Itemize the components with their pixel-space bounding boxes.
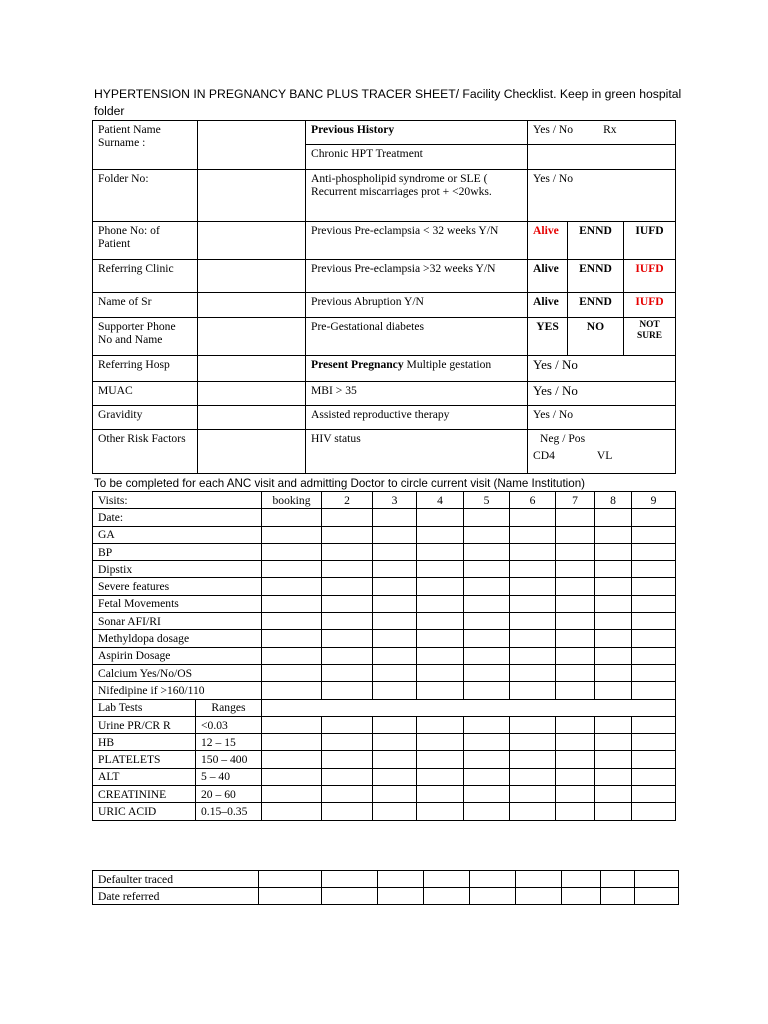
visit-cell[interactable] — [322, 630, 373, 647]
lab-test-range: 5 – 40 — [196, 768, 262, 785]
present-pregnancy-label — [306, 356, 528, 382]
visit-cell[interactable] — [510, 630, 556, 647]
lab-cell[interactable] — [262, 768, 322, 785]
visit-cell[interactable] — [373, 595, 417, 612]
visit-cell[interactable] — [464, 509, 510, 526]
visit-cell[interactable] — [262, 561, 322, 578]
referring-clinic-label: Referring Clinic — [93, 260, 198, 293]
visit-column-header: 5 — [464, 492, 510, 509]
followup-cell[interactable] — [562, 871, 601, 888]
visit-cell[interactable] — [556, 682, 595, 699]
followup-cell[interactable] — [322, 888, 378, 905]
visit-cell[interactable] — [632, 595, 676, 612]
visit-cell[interactable] — [322, 543, 373, 560]
lab-cell[interactable] — [464, 803, 510, 820]
lab-cell[interactable] — [464, 768, 510, 785]
visit-cell[interactable] — [632, 509, 676, 526]
followup-cell[interactable] — [635, 871, 679, 888]
visit-cell[interactable] — [464, 664, 510, 681]
visit-column-header: 9 — [632, 492, 676, 509]
followup-cell[interactable] — [378, 888, 424, 905]
lab-test-range: 20 – 60 — [196, 786, 262, 803]
gravidity-label: Gravidity — [93, 406, 198, 430]
pe-lt32-alive[interactable]: Alive — [528, 222, 568, 260]
abruption-iufd[interactable]: IUFD — [624, 293, 676, 318]
visit-cell[interactable] — [373, 613, 417, 630]
visit-cell[interactable] — [417, 613, 464, 630]
pregest-yes[interactable]: YES — [528, 318, 568, 356]
visit-row — [93, 561, 676, 578]
visit-cell[interactable] — [464, 578, 510, 595]
lab-test-range: 0.15–0.35 — [196, 803, 262, 820]
lab-cell[interactable] — [464, 751, 510, 768]
visit-row-label: Methyldopa dosage — [93, 630, 262, 647]
visit-row-label: Dipstix — [93, 561, 262, 578]
visit-cell[interactable] — [373, 509, 417, 526]
visit-cell[interactable] — [464, 595, 510, 612]
lab-cell[interactable] — [373, 803, 417, 820]
pregest-not-sure[interactable]: NOT SURE — [624, 318, 676, 356]
visit-column-header: booking — [262, 492, 322, 509]
lab-cell[interactable] — [417, 786, 464, 803]
lab-cell[interactable] — [464, 786, 510, 803]
visit-row-label: Sonar AFI/RI — [93, 613, 262, 630]
chronic-hpt-field[interactable] — [528, 145, 676, 170]
visit-cell[interactable] — [262, 526, 322, 543]
followup-cell[interactable] — [259, 871, 322, 888]
lab-test-range: 12 – 15 — [196, 734, 262, 751]
anc-visits-table — [92, 491, 676, 821]
lab-cell[interactable] — [632, 751, 676, 768]
chronic-hpt-label: Chronic HPT Treatment — [306, 145, 528, 170]
visit-cell[interactable] — [262, 543, 322, 560]
visit-row — [93, 664, 676, 681]
visit-cell[interactable] — [417, 664, 464, 681]
visit-cell[interactable] — [262, 595, 322, 612]
hiv-answer[interactable] — [528, 430, 676, 474]
abruption-ennd[interactable]: ENND — [568, 293, 624, 318]
mbi-label: MBI > 35 — [306, 382, 528, 406]
pregest-no[interactable]: NO — [568, 318, 624, 356]
ranges-label: Ranges — [196, 699, 262, 716]
visit-column-header: 7 — [556, 492, 595, 509]
lab-cell[interactable] — [322, 768, 373, 785]
lab-cell[interactable] — [417, 768, 464, 785]
followup-cell[interactable] — [562, 888, 601, 905]
visit-cell[interactable] — [556, 630, 595, 647]
lab-row — [93, 768, 676, 785]
visit-column-header: 2 — [322, 492, 373, 509]
lab-cell[interactable] — [595, 734, 632, 751]
visit-cell[interactable] — [262, 664, 322, 681]
lab-header-row — [93, 699, 676, 716]
lab-cell[interactable] — [262, 751, 322, 768]
visit-cell[interactable] — [262, 647, 322, 664]
visit-cell[interactable] — [417, 595, 464, 612]
followup-row — [93, 888, 679, 905]
pe-lt32-label: Previous Pre-eclampsia < 32 weeks Y/N — [306, 222, 528, 260]
visit-cell[interactable] — [322, 647, 373, 664]
visits-header-row — [93, 492, 676, 509]
abruption-alive[interactable]: Alive — [528, 293, 568, 318]
visits-instruction: To be completed for each ANC visit and admitting Doctor to circle current visit (Name Institution) — [94, 477, 586, 490]
muac-field[interactable] — [198, 382, 306, 406]
visit-cell[interactable] — [464, 561, 510, 578]
lab-cell[interactable] — [595, 803, 632, 820]
hiv-neg-pos: Neg / Pos — [540, 432, 586, 445]
visit-cell[interactable] — [262, 682, 322, 699]
visit-cell[interactable] — [632, 682, 676, 699]
antiphospholipid-label: Anti-phospholipid syndrome or SLE ( Recurrent miscarriages prot + <20wks. — [306, 170, 528, 222]
visit-cell[interactable] — [322, 578, 373, 595]
lab-cell[interactable] — [417, 734, 464, 751]
visit-row — [93, 543, 676, 560]
lab-row — [93, 803, 676, 820]
visit-cell[interactable] — [417, 543, 464, 560]
visit-cell[interactable] — [322, 595, 373, 612]
pe-lt32-iufd[interactable]: IUFD — [624, 222, 676, 260]
lab-test-name: CREATININE — [93, 786, 196, 803]
visit-column-header: 8 — [595, 492, 632, 509]
visit-cell[interactable] — [595, 647, 632, 664]
visit-row-label: Severe features — [93, 578, 262, 595]
page-title: HYPERTENSION IN PREGNANCY BANC PLUS TRACER SHEET/ Facility Checklist. Keep in green hospital folder — [94, 87, 682, 118]
visit-cell[interactable] — [262, 578, 322, 595]
followup-cell[interactable] — [601, 871, 635, 888]
visit-cell[interactable] — [632, 526, 676, 543]
visit-cell[interactable] — [464, 682, 510, 699]
visit-cell[interactable] — [322, 682, 373, 699]
lab-cell[interactable] — [632, 734, 676, 751]
visit-cell[interactable] — [417, 630, 464, 647]
visit-cell[interactable] — [556, 647, 595, 664]
lab-cell[interactable] — [373, 716, 417, 733]
visit-cell[interactable] — [510, 509, 556, 526]
rx-text: Rx — [603, 123, 617, 136]
visit-cell[interactable] — [556, 578, 595, 595]
visit-cell[interactable] — [417, 647, 464, 664]
pe-gt32-iufd[interactable]: IUFD — [624, 260, 676, 293]
referring-hosp-field[interactable] — [198, 356, 306, 382]
visit-cell[interactable] — [464, 526, 510, 543]
hiv-label: HIV status — [306, 430, 528, 474]
lab-cell[interactable] — [632, 803, 676, 820]
visit-cell[interactable] — [556, 526, 595, 543]
visit-cell[interactable] — [262, 509, 322, 526]
visit-column-header: 6 — [510, 492, 556, 509]
lab-row — [93, 716, 676, 733]
lab-cell[interactable] — [417, 803, 464, 820]
visit-row — [93, 578, 676, 595]
visit-cell[interactable] — [556, 664, 595, 681]
visit-cell[interactable] — [510, 613, 556, 630]
visit-cell[interactable] — [595, 509, 632, 526]
followup-cell[interactable] — [424, 871, 470, 888]
lab-test-name: Urine PR/CR R — [93, 716, 196, 733]
lab-cell[interactable] — [262, 716, 322, 733]
sr-name-field[interactable] — [198, 293, 306, 318]
visit-cell[interactable] — [595, 578, 632, 595]
followup-cell[interactable] — [516, 888, 562, 905]
lab-test-name: PLATELETS — [93, 751, 196, 768]
visit-row-label: Calcium Yes/No/OS — [93, 664, 262, 681]
visit-cell[interactable] — [464, 647, 510, 664]
visit-cell[interactable] — [322, 526, 373, 543]
lab-cell[interactable] — [464, 734, 510, 751]
lab-cell[interactable] — [464, 716, 510, 733]
visit-cell[interactable] — [510, 561, 556, 578]
visit-cell[interactable] — [632, 543, 676, 560]
visit-row-label: Nifedipine if >160/110 — [93, 682, 262, 699]
visit-cell[interactable] — [510, 578, 556, 595]
lab-test-name: URIC ACID — [93, 803, 196, 820]
visit-cell[interactable] — [373, 647, 417, 664]
referring-clinic-field[interactable] — [198, 260, 306, 293]
visit-cell[interactable] — [417, 561, 464, 578]
followup-label: Date referred — [93, 888, 259, 905]
lab-test-range: <0.03 — [196, 716, 262, 733]
lab-cell[interactable] — [556, 768, 595, 785]
lab-cell[interactable] — [262, 734, 322, 751]
followup-row — [93, 871, 679, 888]
lab-cell[interactable] — [595, 768, 632, 785]
visit-column-header: 4 — [417, 492, 464, 509]
lab-cell[interactable] — [556, 734, 595, 751]
visit-cell[interactable] — [595, 526, 632, 543]
lab-cell[interactable] — [373, 768, 417, 785]
visit-row — [93, 613, 676, 630]
visit-cell[interactable] — [556, 561, 595, 578]
visit-row — [93, 509, 676, 526]
lab-cell[interactable] — [373, 751, 417, 768]
followup-table — [92, 870, 679, 905]
pe-lt32-ennd[interactable]: ENND — [568, 222, 624, 260]
visit-cell[interactable] — [632, 630, 676, 647]
present-pregnancy-bold: Present Pregnancy — [311, 358, 404, 371]
visit-row — [93, 526, 676, 543]
lab-cell[interactable] — [262, 786, 322, 803]
visit-cell[interactable] — [595, 543, 632, 560]
visit-cell[interactable] — [322, 509, 373, 526]
followup-label: Defaulter traced — [93, 871, 259, 888]
lab-cell[interactable] — [556, 751, 595, 768]
visit-cell[interactable] — [322, 561, 373, 578]
lab-cell[interactable] — [373, 734, 417, 751]
pe-gt32-alive[interactable]: Alive — [528, 260, 568, 293]
followup-cell[interactable] — [516, 871, 562, 888]
abruption-label: Previous Abruption Y/N — [306, 293, 528, 318]
visit-cell[interactable] — [464, 630, 510, 647]
referring-hosp-label: Referring Hosp — [93, 356, 198, 382]
lab-cell[interactable] — [510, 803, 556, 820]
multiple-gestation-answer[interactable]: Yes / No — [528, 356, 676, 382]
lab-test-name: ALT — [93, 768, 196, 785]
visit-cell[interactable] — [322, 613, 373, 630]
muac-label: MUAC — [93, 382, 198, 406]
sr-name-label: Name of Sr — [93, 293, 198, 318]
visit-cell[interactable] — [417, 682, 464, 699]
other-risk-label: Other Risk Factors — [93, 430, 198, 474]
visit-column-header: 3 — [373, 492, 417, 509]
followup-cell[interactable] — [378, 871, 424, 888]
lab-cell[interactable] — [595, 751, 632, 768]
pe-gt32-label: Previous Pre-eclampsia >32 weeks Y/N — [306, 260, 528, 293]
visit-cell[interactable] — [510, 543, 556, 560]
previous-history-heading: Previous History — [306, 121, 528, 145]
followup-cell[interactable] — [635, 888, 679, 905]
gravidity-field[interactable] — [198, 406, 306, 430]
lab-cell[interactable] — [322, 751, 373, 768]
lab-test-range: 150 – 400 — [196, 751, 262, 768]
visit-cell[interactable] — [417, 509, 464, 526]
visit-cell[interactable] — [510, 647, 556, 664]
lab-cell[interactable] — [510, 734, 556, 751]
visit-cell[interactable] — [262, 613, 322, 630]
lab-cell[interactable] — [373, 786, 417, 803]
other-risk-field[interactable] — [198, 430, 306, 474]
visit-row-label: Fetal Movements — [93, 595, 262, 612]
visit-cell[interactable] — [595, 595, 632, 612]
visit-cell[interactable] — [595, 630, 632, 647]
pe-gt32-ennd[interactable]: ENND — [568, 260, 624, 293]
visit-cell[interactable] — [262, 630, 322, 647]
visit-cell[interactable] — [373, 578, 417, 595]
visit-row-label: BP — [93, 543, 262, 560]
visit-cell[interactable] — [595, 682, 632, 699]
mbi-answer[interactable]: Yes / No — [528, 382, 676, 406]
lab-cell[interactable] — [417, 751, 464, 768]
phone-label: Phone No: of Patient — [93, 222, 198, 260]
visit-cell[interactable] — [556, 543, 595, 560]
visit-cell[interactable] — [417, 526, 464, 543]
lab-cell[interactable] — [510, 768, 556, 785]
art-label: Assisted reproductive therapy — [306, 406, 528, 430]
patient-history-table — [92, 120, 676, 474]
visit-cell[interactable] — [373, 561, 417, 578]
lab-test-name: HB — [93, 734, 196, 751]
lab-cell[interactable] — [262, 803, 322, 820]
visit-cell[interactable] — [510, 595, 556, 612]
visit-cell[interactable] — [464, 613, 510, 630]
antiphospholipid-answer[interactable]: Yes / No — [528, 170, 676, 222]
visit-cell[interactable] — [632, 561, 676, 578]
patient-name-label: Patient Name Surname : — [93, 121, 198, 170]
lab-cell[interactable] — [632, 716, 676, 733]
lab-cell[interactable] — [510, 751, 556, 768]
art-answer[interactable]: Yes / No — [528, 406, 676, 430]
folder-no-label: Folder No: — [93, 170, 198, 222]
lab-cell[interactable] — [556, 803, 595, 820]
lab-tests-label: Lab Tests — [93, 699, 196, 716]
lab-cell[interactable] — [595, 786, 632, 803]
lab-header-blank — [262, 699, 676, 716]
followup-cell[interactable] — [259, 888, 322, 905]
lab-cell[interactable] — [510, 716, 556, 733]
pregestational-label: Pre-Gestational diabetes — [306, 318, 528, 356]
visit-row — [93, 630, 676, 647]
folder-no-field[interactable] — [198, 170, 306, 222]
visit-cell[interactable] — [417, 578, 464, 595]
followup-cell[interactable] — [601, 888, 635, 905]
history-yes-no-rx[interactable] — [528, 121, 676, 145]
supporter-field[interactable] — [198, 318, 306, 356]
lab-cell[interactable] — [322, 716, 373, 733]
lab-cell[interactable] — [510, 786, 556, 803]
visit-cell[interactable] — [595, 664, 632, 681]
visit-cell[interactable] — [595, 561, 632, 578]
visit-row-label: GA — [93, 526, 262, 543]
visit-cell[interactable] — [464, 543, 510, 560]
patient-name-field[interactable] — [198, 121, 306, 170]
visit-cell[interactable] — [632, 613, 676, 630]
vl-text: VL — [596, 449, 613, 462]
visit-row-label: Date: — [93, 509, 262, 526]
visit-cell[interactable] — [373, 664, 417, 681]
visit-row — [93, 647, 676, 664]
lab-cell[interactable] — [556, 716, 595, 733]
visit-cell[interactable] — [556, 509, 595, 526]
lab-cell[interactable] — [556, 786, 595, 803]
lab-cell[interactable] — [322, 786, 373, 803]
visit-cell[interactable] — [556, 613, 595, 630]
visit-cell[interactable] — [632, 647, 676, 664]
phone-field[interactable] — [198, 222, 306, 260]
visit-cell[interactable] — [322, 664, 373, 681]
visit-cell[interactable] — [510, 664, 556, 681]
lab-cell[interactable] — [417, 716, 464, 733]
visit-cell[interactable] — [632, 664, 676, 681]
yes-no-text: Yes / No — [533, 123, 574, 136]
visit-cell[interactable] — [556, 595, 595, 612]
lab-row — [93, 734, 676, 751]
lab-cell[interactable] — [322, 803, 373, 820]
lab-cell[interactable] — [595, 716, 632, 733]
lab-cell[interactable] — [632, 768, 676, 785]
lab-cell[interactable] — [632, 786, 676, 803]
supporter-label: Supporter Phone No and Name — [93, 318, 198, 356]
visit-cell[interactable] — [595, 613, 632, 630]
visit-cell[interactable] — [510, 682, 556, 699]
multiple-gestation-text: Multiple gestation — [403, 358, 492, 371]
lab-row — [93, 751, 676, 768]
cd4-text: CD4 — [533, 449, 555, 462]
lab-cell[interactable] — [322, 734, 373, 751]
followup-cell[interactable] — [322, 871, 378, 888]
followup-cell[interactable] — [470, 871, 516, 888]
visit-cell[interactable] — [373, 682, 417, 699]
visit-cell[interactable] — [632, 578, 676, 595]
followup-cell[interactable] — [470, 888, 516, 905]
followup-cell[interactable] — [424, 888, 470, 905]
visit-row — [93, 682, 676, 699]
visit-cell[interactable] — [373, 543, 417, 560]
visit-cell[interactable] — [510, 526, 556, 543]
visit-cell[interactable] — [373, 526, 417, 543]
visit-row-label: Aspirin Dosage — [93, 647, 262, 664]
lab-row — [93, 786, 676, 803]
visits-label: Visits: — [93, 492, 262, 509]
visit-cell[interactable] — [373, 630, 417, 647]
visit-row — [93, 595, 676, 612]
